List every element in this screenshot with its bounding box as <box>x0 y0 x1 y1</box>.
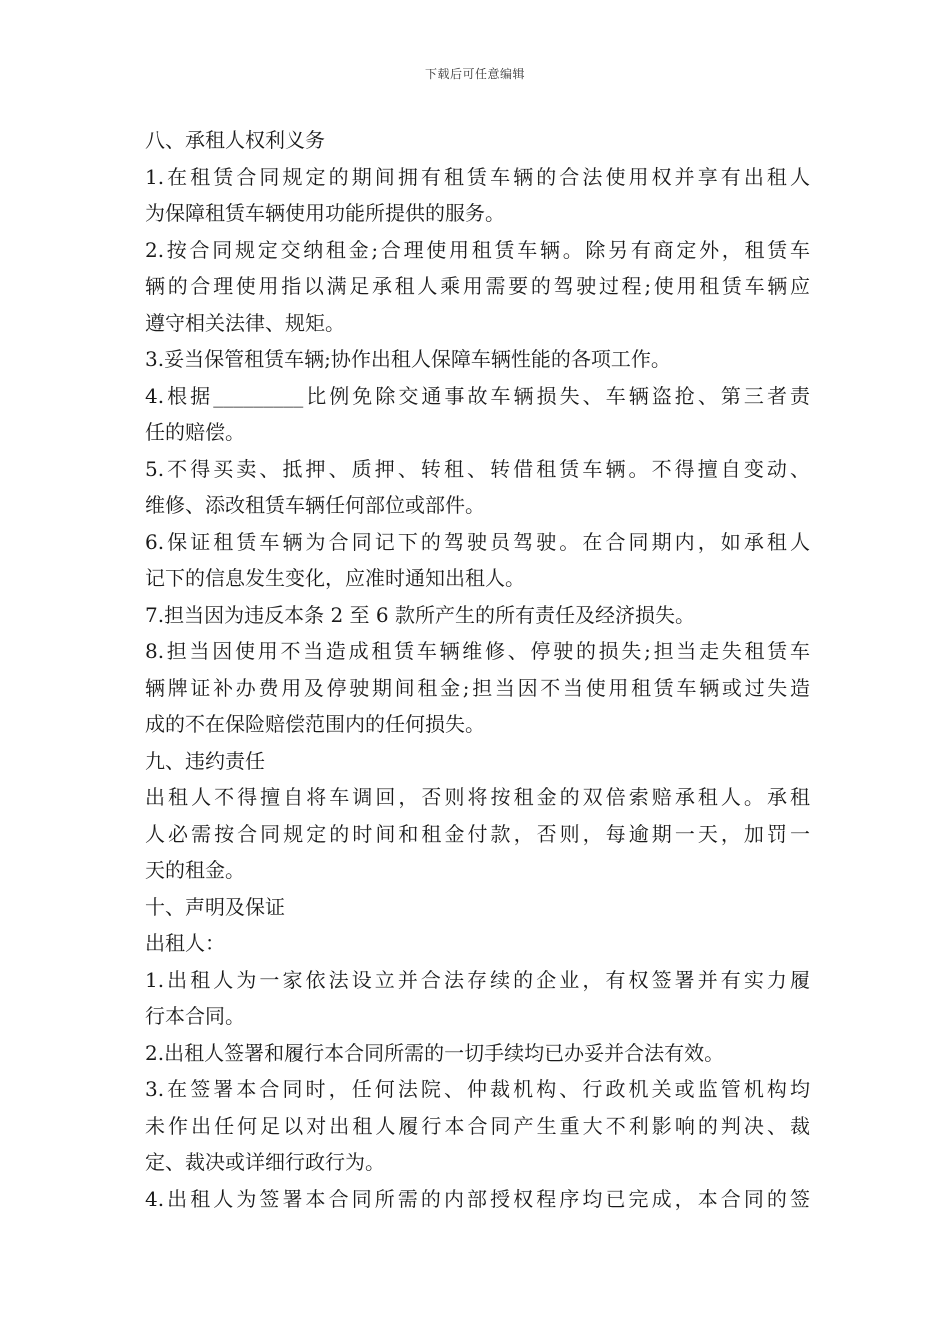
text-line: 1.在租赁合同规定的期间拥有租赁车辆的合法使用权并享有出租人 <box>145 164 810 189</box>
text-line: 辆牌证补办费用及停驶期间租金;担当因不当使用租赁车辆或过失造 <box>145 675 810 700</box>
page-header: 下载后可任意编辑 <box>424 67 525 81</box>
text-line: 4.根据_________比例免除交通事故车辆损失、车辆盗抢、第三者责 <box>145 383 810 408</box>
text-line: 6.保证租赁车辆为合同记下的驾驶员驾驶。在合同期内，如承租人 <box>145 529 810 554</box>
text-line: 九、违约责任 <box>145 748 265 773</box>
text-line: 维修、添改租赁车辆任何部位或部件。 <box>145 493 485 517</box>
text-line: 未作出任何足以对出租人履行本合同产生重大不利影响的判决、裁 <box>145 1113 810 1138</box>
text-line: 为保障租赁车辆使用功能所提供的服务。 <box>145 201 505 225</box>
text-line: 2.出租人签署和履行本合同所需的一切手续均已办妥并合法有效。 <box>145 1040 725 1065</box>
text-line: 天的租金。 <box>145 858 245 882</box>
text-line: 任的赔偿。 <box>145 420 245 444</box>
text-line: 3.妥当保管租赁车辆;协作出租人保障车辆性能的各项工作。 <box>145 347 671 371</box>
text-line: 4.出租人为签署本合同所需的内部授权程序均已完成，本合同的签 <box>145 1186 810 1211</box>
text-line: 1.出租人为一家依法设立并合法存续的企业，有权签署并有实力履 <box>145 967 810 992</box>
text-line: 2.按合同规定交纳租金;合理使用租赁车辆。除另有商定外，租赁车 <box>145 237 810 262</box>
text-line: 成的不在保险赔偿范围内的任何损失。 <box>145 712 485 736</box>
text-line: 遵守相关法律、规矩。 <box>145 310 345 335</box>
text-line: 十、声明及保证 <box>145 894 285 919</box>
text-line: 人必需按合同规定的时间和租金付款，否则，每逾期一天，加罚一 <box>145 821 810 846</box>
text-line: 出租人： <box>145 931 225 955</box>
text-line: 5.不得买卖、抵押、质押、转租、转借租赁车辆。不得擅自变动、 <box>145 456 810 481</box>
text-line: 7.担当因为违反本条 2 至 6 款所产生的所有责任及经济损失。 <box>145 602 695 627</box>
text-line: 记下的信息发生变化，应准时通知出租人。 <box>145 566 525 590</box>
text-line: 出租人不得擅自将车调回，否则将按租金的双倍索赔承租人。承租 <box>145 785 810 809</box>
text-line: 八、承租人权利义务 <box>145 128 325 152</box>
text-line: 定、裁决或详细行政行为。 <box>145 1150 385 1174</box>
text-line: 3.在签署本合同时，任何法院、仲裁机构、行政机关或监管机构均 <box>145 1077 810 1101</box>
text-line: 行本合同。 <box>145 1004 245 1028</box>
text-line: 8.担当因使用不当造成租赁车辆维修、停驶的损失;担当走失租赁车 <box>145 639 810 663</box>
document-body <box>145 122 810 1217</box>
text-line: 辆的合理使用指以满足承租人乘用需要的驾驶过程;使用租赁车辆应 <box>145 274 810 298</box>
